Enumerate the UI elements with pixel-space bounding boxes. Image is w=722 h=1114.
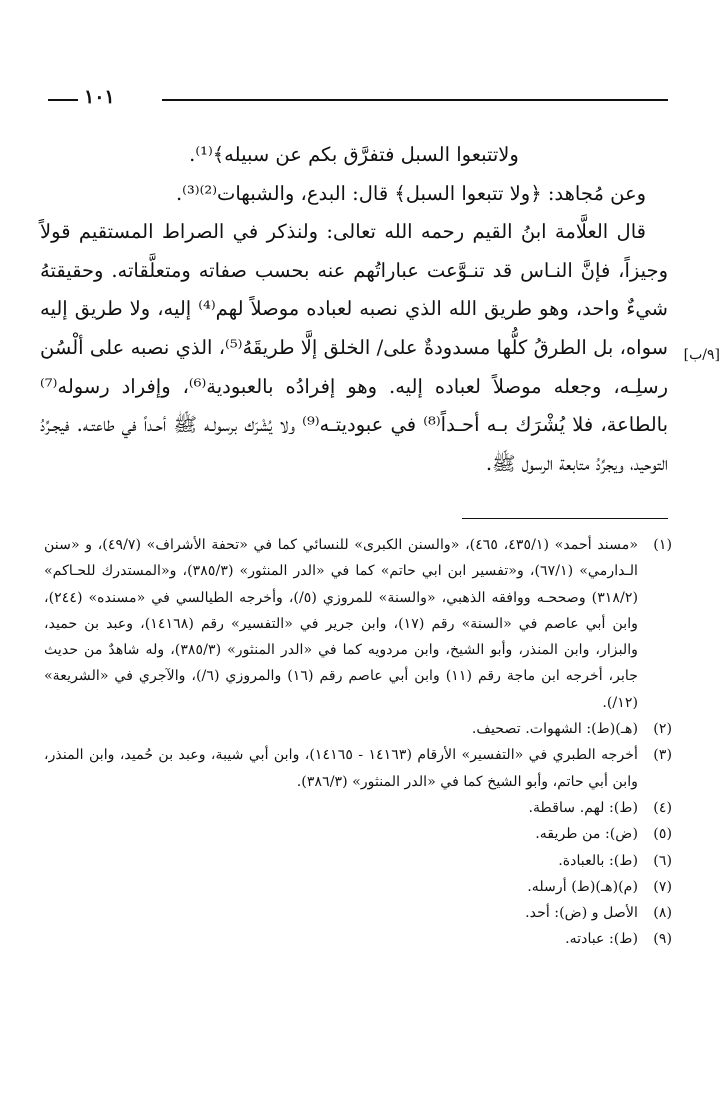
footnote-text: (هـ)(ط): الشهوات. تصحيف.: [471, 721, 638, 738]
page-header: [40, 86, 668, 110]
paragraph-ibn-qayyim: قال العلَّامة ابنُ القيم رحمه الله تعالى: ولنذكر في الصراط المستقيم قولاً وجيزاً، فإنَّ النـاس قد تنـوَّعت عباراتُهم عنه بحسب صفاته ومتعلَّقاته. وحقيقتهُ شيءٌ واحد، وهو طريق الله الذي نصبه لعباده موصلاً لهم⁽⁴⁾ إليه، ولا طريق إليه سواه، بل الطرقُ كلُّها مسدودةٌ على/ الخلق إلَّا طريقَهُ⁽⁵⁾، الذي نصبه على ألْسُن رسلِـه، وجعله موصلاً لعباده إليه. وهو إفرادُه بالعبودية⁽⁶⁾، وإفراد رسوله⁽⁷⁾ بالطاعة، فلا يُشْرَك بـه أحـداً⁽⁸⁾ في عبوديتـه⁽⁹⁾ ولا يُشْرَك برسولـه ﷺ أحـداً في طاعتـه. فيجـرِّدُ التوحيد، ويجرِّدُ متابعة الرسول ﷺ.: [40, 220, 669, 475]
footnote-3: [40, 742, 672, 795]
footnote-text: (ط): بالعبادة.: [558, 852, 638, 869]
footnote-number: (٩): [653, 931, 672, 948]
footnote-1: [40, 532, 672, 716]
footnote-separator: [462, 518, 668, 519]
paragraph-mujahid: وعن مُجاهد: ﴿ولا تتبعوا السبل﴾ قال: البدع، والشبهات⁽²⁾⁽³⁾.: [175, 181, 646, 205]
footnote-5: [40, 821, 672, 847]
paragraph-verse: ولاتتبعوا السبل فتفرَّق بكم عن سبيله﴾⁽¹⁾.: [189, 143, 519, 166]
footnote-4: [40, 795, 672, 821]
header-dash: [48, 99, 78, 101]
footnote-text: «مسند أحمد» (٤٣٥/١، ٤٦٥)، «والسنن الكبرى» للنسائي كما في «تحفة الأشراف» (٤٩/٧)، و «سنن الـدارمي» (٦٧/١)، و«تفسير ابن ابي حاتم» كما في «الدر المنثور» (٣٨٥/٣)، و«المستدرك للحـاكم» (٣١٨/٢) وصححـه ووافقه الذهبي، «والسنة» للمروزي (٥/)، وأخرجه الطيالسي في «مسنده» (٢٤٤)، وابن أبي عاصم في «السنة» رقم (١٧)، وابن جرير في «التفسير» رقم (١٤١٦٨)، وعبد بن حميد، والبزار، وابن المنذر، وأبو الشيخ، وابن مردويه كما في «الدر المنثور» (٣٨٥/٣)، وله شاهدٌ من حديث جابر، أخرجه ابن ماجة رقم (١١) وابن أبي عاصم رقم (١٦) والمروزي (٦/)، والآجري في «الشريعة» (١٢/).: [44, 537, 639, 711]
margin-folio-note: [٩/ب]: [683, 347, 720, 363]
footnote-text: الأصل و (ض): أحد.: [525, 905, 638, 922]
footnote-text: أخرجه الطبري في «التفسير» الأرقام (١٤١٦٣ - ١٤١٦٥)، وابن أبي شيبة، وعبد بن حُميد، وابن المنذر، وابن أبي حاتم، وأبو الشيخ كما في «الدر المنثور» (٣٨٦/٣).: [44, 747, 638, 790]
footnote-9: [40, 926, 672, 952]
footnote-number: (٢): [653, 721, 672, 738]
footnote-number: (٨): [653, 905, 672, 922]
footnote-text: (ض): من طريقه.: [535, 826, 638, 843]
footnote-8: [40, 900, 672, 926]
page-number: ١٠١: [84, 86, 115, 108]
footnote-number: (٥): [653, 826, 672, 843]
footnote-number: (١): [653, 537, 672, 553]
header-rule: [162, 99, 668, 101]
footnote-text: (م)(هـ)(ط) أرسله.: [527, 878, 638, 895]
footnote-number: (٦): [653, 852, 672, 869]
footnote-text: (ط): عبادته.: [565, 931, 638, 948]
footnote-6: [40, 848, 672, 874]
footnote-number: (٣): [653, 747, 672, 764]
footnote-7: [40, 874, 672, 900]
footnote-number: (٧): [653, 878, 672, 895]
footnote-number: (٤): [653, 799, 672, 816]
main-text: [40, 136, 668, 483]
footnote-text: (ط): لهم. ساقطة.: [528, 799, 638, 816]
footnotes: [40, 532, 672, 953]
footnote-2: [40, 716, 672, 742]
